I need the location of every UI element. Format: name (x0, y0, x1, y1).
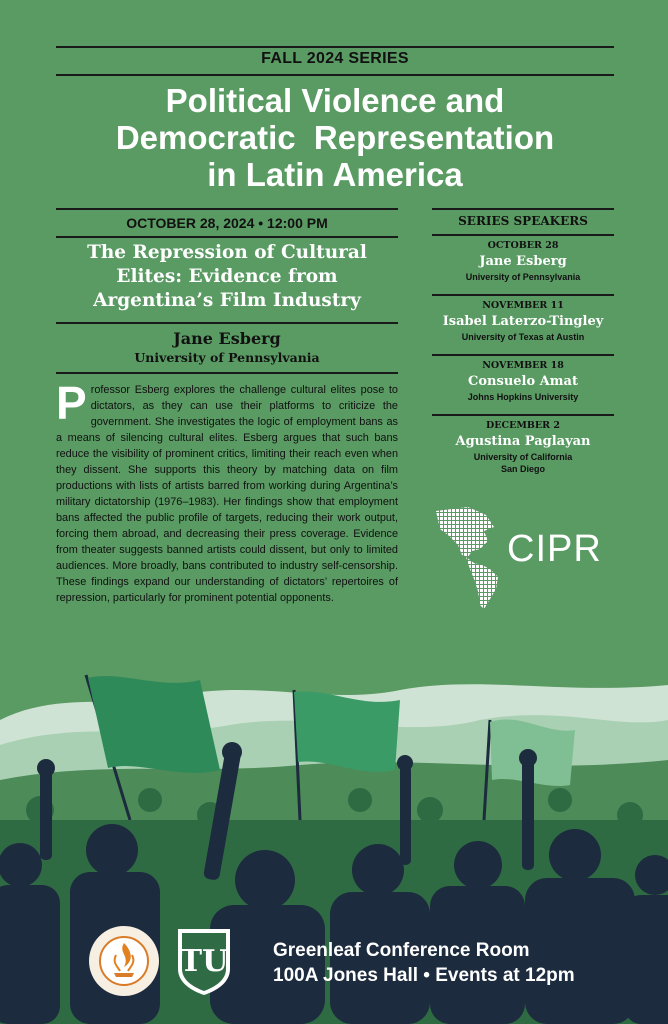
talk-speaker: Jane Esberg (173, 329, 281, 348)
talk-date: OCTOBER 28, 2024 • 12:00 PM (126, 215, 328, 231)
top-rule (56, 46, 614, 48)
speaker-date: DECEMBER 2 (486, 420, 560, 431)
speaker-entry (432, 360, 614, 403)
speakers-head-rule (432, 234, 614, 236)
poster-title (40, 82, 630, 193)
speaker-name: Agustina Paglayan (455, 434, 591, 449)
speaker-affiliation: University of California San Diego (473, 452, 573, 474)
speaker-entry (432, 240, 614, 283)
speaker-name: Isabel Laterzo-Tingley (442, 314, 604, 329)
speaker-affiliation: Johns Hopkins University (467, 392, 579, 402)
talk-title-line: Argentina’s Film Industry (93, 290, 361, 311)
talk-date-rule (56, 236, 398, 238)
series-rule (56, 74, 614, 76)
abstract-text: rofessor Esberg explores the challenge cultural elites pose to dictators, as they can use their platforms to criticize the government. She investigates the logic of employment bans as a means of silencing cultural elites. Esberg argues that such bans reduce the visibility of prominent critics, limiting their reach even when they dissent. She supports this theory by matching data on film productions with lists of artists barred from working during Argentina’s military dictatorship (1976–1983). Her findings show that employment bans affected the public profile of targets, reducing their work output, forcing them abroad, and decreasing their press coverage. Evidence from theater suggests banned artists could dissent, but only to limited audiences. More broadly, bans contributed to industry self-censorship. These findings expand our understanding of dictators’ repertoires of repression, particularly for prominent potential opponents. (56, 384, 398, 604)
title-line: in Latin America (207, 156, 463, 193)
speaker-date: OCTOBER 28 (487, 240, 559, 251)
talk-title (56, 241, 398, 313)
talk-title-line: The Repression of Cultural (87, 242, 367, 263)
speaker-entry (432, 420, 614, 475)
tulane-mark: TU (179, 944, 229, 979)
speaker-divider (432, 354, 614, 356)
speaker-divider (432, 414, 614, 416)
series-label: FALL 2024 SERIES (261, 50, 409, 67)
drop-cap: P (56, 377, 87, 429)
talk-title-line: Elites: Evidence from (116, 266, 338, 287)
speaker-name: Jane Esberg (479, 254, 567, 269)
speaker-name: Consuelo Amat (468, 374, 578, 389)
talk-affiliation: University of Pennsylvania (134, 350, 320, 365)
talk-abstract (56, 377, 398, 606)
venue-name: Greenleaf Conference Room (273, 940, 530, 961)
speakers-top-rule (432, 208, 614, 210)
speaker-date: NOVEMBER 18 (482, 360, 564, 371)
tulane-shield-icon (174, 925, 234, 997)
venue-details: 100A Jones Hall • Events at 12pm (273, 965, 575, 986)
talk-speaker-rule (56, 372, 398, 374)
talk-top-rule (56, 208, 398, 210)
title-line: Political Violence and (165, 82, 505, 119)
speaker-affiliation: University of Pennsylvania (465, 272, 581, 282)
title-line: Democratic Representation (115, 119, 555, 156)
speaker-entry (432, 300, 614, 343)
speakers-heading: SERIES SPEAKERS (458, 214, 588, 228)
talk-title-rule (56, 322, 398, 324)
speaker-affiliation: University of Texas at Austin (461, 332, 585, 342)
speaker-date: NOVEMBER 11 (482, 300, 564, 311)
stone-center-logo-icon (88, 925, 160, 997)
cipr-logo-text: CIPR (507, 528, 602, 570)
speaker-divider (432, 294, 614, 296)
